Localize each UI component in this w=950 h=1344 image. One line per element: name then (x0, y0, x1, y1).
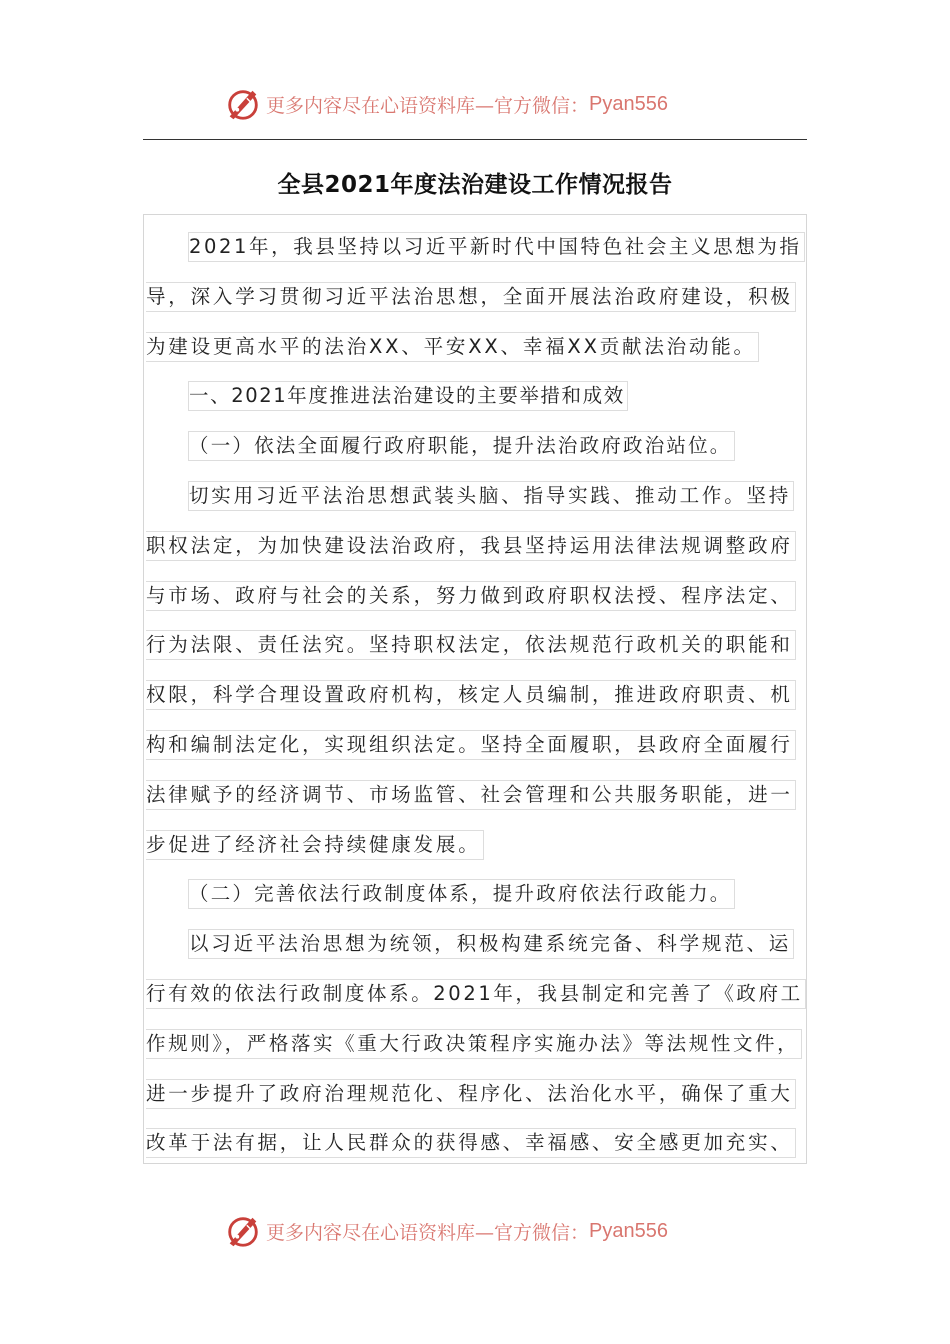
text-line (146, 970, 806, 1020)
text-line-content: 行有效的依法行政制度体系。2021年，我县制定和完善了《政府工 (146, 979, 806, 1009)
text-line (146, 870, 806, 920)
text-line (146, 671, 806, 721)
text-line-content: 改革于法有据，让人民群众的获得感、幸福感、安全感更加充实、 (146, 1128, 796, 1158)
text-line-content: 步促进了经济社会持续健康发展。 (146, 830, 484, 860)
text-line-content: 切实用习近平法治思想武装头脑、指导实践、推动工作。坚持 (188, 481, 794, 511)
text-line (146, 323, 806, 373)
header-banner (224, 84, 668, 124)
banner-text: 更多内容尽在心语资料库—官方微信： (266, 94, 590, 117)
text-line (146, 273, 806, 323)
text-line (146, 621, 806, 671)
banner-text: 更多内容尽在心语资料库—官方微信： (266, 1221, 590, 1244)
text-line (146, 1119, 806, 1169)
text-line-content: 行为法限、责任法究。坚持职权法定，依法规范行政机关的职能和 (146, 630, 796, 660)
footer-banner (224, 1211, 668, 1251)
text-line-content: 与市场、政府与社会的关系，努力做到政府职权法授、程序法定、 (146, 581, 796, 611)
text-line (146, 372, 806, 422)
pen-circle-logo-icon (224, 85, 262, 123)
text-line-content: （一）依法全面履行政府职能，提升法治政府政治站位。 (188, 431, 735, 461)
text-line (146, 1070, 806, 1120)
text-line-content: 为建设更高水平的法治XX、平安XX、幸福XX贡献法治动能。 (146, 332, 759, 362)
text-line-content: 进一步提升了政府治理规范化、程序化、法治化水平，确保了重大 (146, 1079, 796, 1109)
body-text (146, 223, 806, 1169)
text-line (146, 422, 806, 472)
banner-wechat-id: Pyan556 (589, 92, 668, 115)
header-divider (143, 139, 807, 140)
text-line-content: 构和编制法定化，实现组织法定。坚持全面履职，县政府全面履行 (146, 730, 796, 760)
text-line (146, 572, 806, 622)
banner-wechat-id: Pyan556 (589, 1219, 668, 1242)
text-line-content: 权限，科学合理设置政府机构，核定人员编制，推进政府职责、机 (146, 680, 796, 710)
text-line-content: 导，深入学习贯彻习近平法治思想，全面开展法治政府建设，积极 (146, 282, 796, 312)
text-line (146, 1020, 806, 1070)
text-line-content: 以习近平法治思想为统领，积极构建系统完备、科学规范、运 (188, 929, 794, 959)
document-title: 全县2021年度法治建设工作情况报告 (277, 172, 673, 198)
text-line (146, 771, 806, 821)
text-line (146, 472, 806, 522)
text-line-content: 一、2021年度推进法治建设的主要举措和成效 (188, 381, 628, 411)
text-line (146, 721, 806, 771)
text-line-content: 2021年，我县坚持以习近平新时代中国特色社会主义思想为指 (188, 232, 805, 262)
pen-circle-logo-icon (224, 1212, 262, 1250)
text-line-content: 作规则》，严格落实《重大行政决策程序实施办法》等法规性文件， (146, 1029, 802, 1059)
text-line-content: 职权法定，为加快建设法治政府，我县坚持运用法律法规调整政府 (146, 531, 796, 561)
text-line (146, 821, 806, 871)
text-line (146, 920, 806, 970)
text-line-content: （二）完善依法行政制度体系，提升政府依法行政能力。 (188, 879, 735, 909)
text-line (146, 522, 806, 572)
text-line (146, 223, 806, 273)
text-line-content: 法律赋予的经济调节、市场监管、社会管理和公共服务职能，进一 (146, 780, 796, 810)
